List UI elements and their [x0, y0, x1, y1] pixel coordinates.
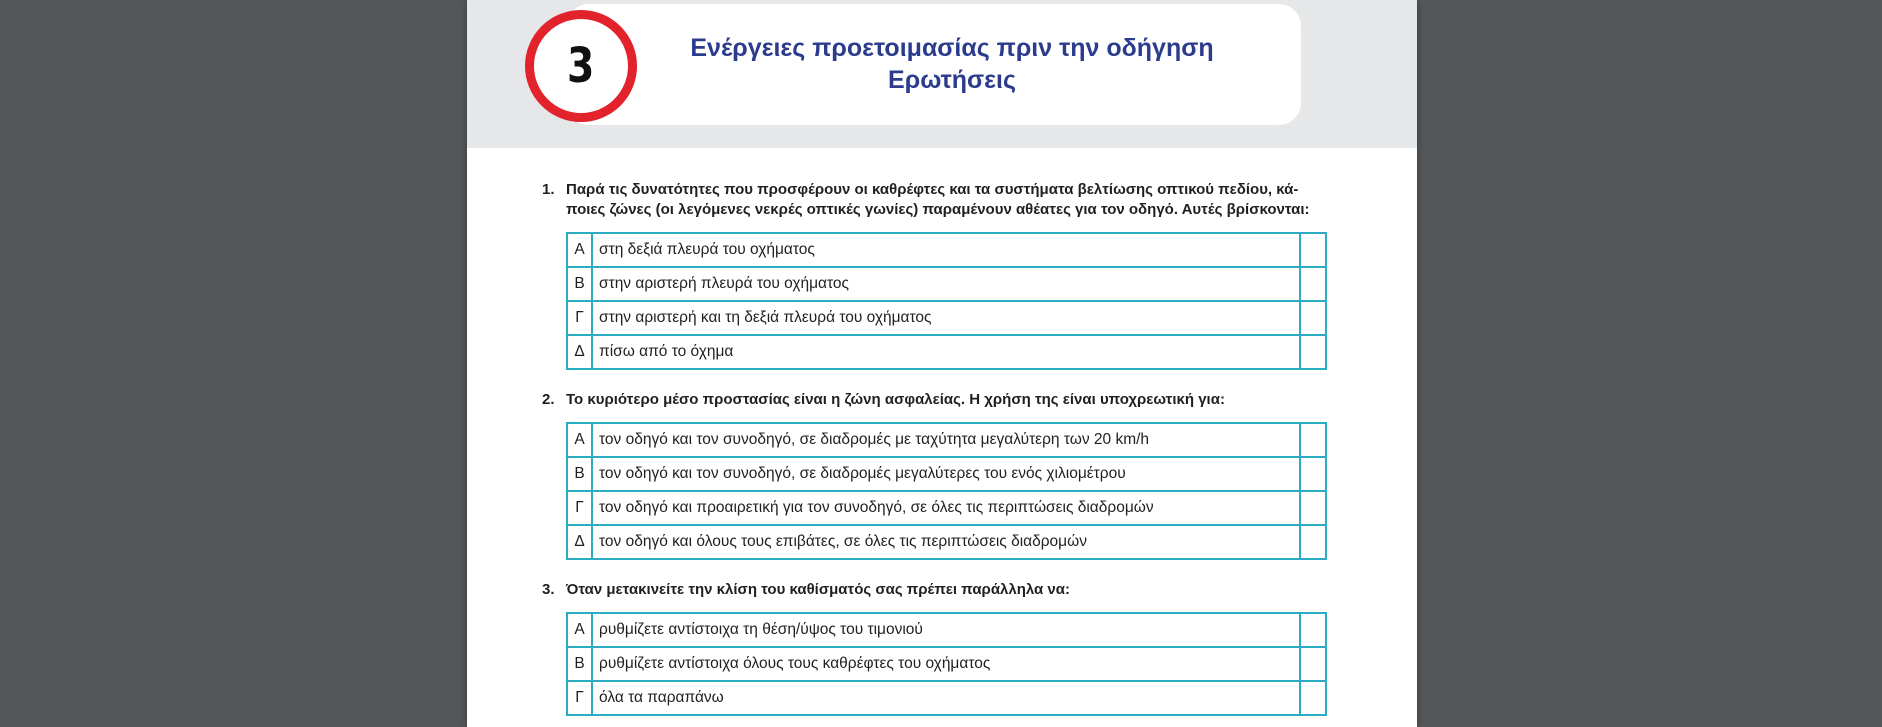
- option-letter: Γ: [567, 301, 592, 335]
- question-1: [542, 180, 1342, 370]
- option-text: στη δεξιά πλευρά του οχήματος: [592, 233, 1300, 267]
- question-number: 3.: [542, 581, 555, 598]
- question-header: [542, 180, 1342, 220]
- document-page: [467, 0, 1417, 727]
- question-2: [542, 390, 1342, 560]
- question-number: 1.: [542, 181, 555, 198]
- answer-checkbox[interactable]: [1300, 457, 1326, 491]
- option-text: τον οδηγό και τον συνοδηγό, σε διαδρομές με ταχύτητα μεγαλύτερη των 20 km/h: [592, 423, 1300, 457]
- answer-checkbox[interactable]: [1300, 233, 1326, 267]
- page-title: [657, 32, 1247, 96]
- answer-table: [566, 612, 1327, 716]
- question-text-line-2: ποιες ζώνες (οι λεγόμενες νεκρές οπτικές γωνίες) παραμένουν αθέατες για τον οδηγό. Αυτές βρίσκονται:: [566, 201, 1310, 218]
- answer-row: [567, 613, 1326, 647]
- answer-checkbox[interactable]: [1300, 681, 1326, 715]
- answer-row: [567, 647, 1326, 681]
- answer-table: [566, 232, 1327, 370]
- option-letter: Β: [567, 267, 592, 301]
- option-letter: Β: [567, 647, 592, 681]
- question-text: [566, 180, 1342, 220]
- answer-row: [567, 491, 1326, 525]
- option-text: τον οδηγό και όλους τους επιβάτες, σε όλες τις περιπτώσεις διαδρομών: [592, 525, 1300, 559]
- option-text: πίσω από το όχημα: [592, 335, 1300, 369]
- answer-row: [567, 681, 1326, 715]
- question-text-line-1: Παρά τις δυνατότητες που προσφέρουν οι καθρέφτες και τα συστήματα βελτίωσης οπτικού πεδίου, κά-: [566, 181, 1299, 198]
- option-letter: Α: [567, 613, 592, 647]
- option-text: τον οδηγό και τον συνοδηγό, σε διαδρομές μεγαλύτερες του ενός χιλιομέτρου: [592, 457, 1300, 491]
- answer-checkbox[interactable]: [1300, 267, 1326, 301]
- question-list: [542, 180, 1342, 716]
- option-letter: Δ: [567, 335, 592, 369]
- option-letter: Γ: [567, 681, 592, 715]
- option-letter: Γ: [567, 491, 592, 525]
- answer-checkbox[interactable]: [1300, 491, 1326, 525]
- option-letter: Α: [567, 233, 592, 267]
- chapter-header: [467, 0, 1417, 148]
- answer-row: [567, 335, 1326, 369]
- question-text: Όταν μετακινείτε την κλίση του καθίσματός σας πρέπει παράλληλα να:: [566, 581, 1070, 598]
- page-title-line-1: Ενέργειες προετοιμασίας πριν την οδήγηση: [690, 34, 1214, 62]
- answer-row: [567, 233, 1326, 267]
- answer-row: [567, 457, 1326, 491]
- question-header: [542, 580, 1342, 600]
- option-text: στην αριστερή πλευρά του οχήματος: [592, 267, 1300, 301]
- option-letter: Α: [567, 423, 592, 457]
- answer-row: [567, 525, 1326, 559]
- option-letter: Β: [567, 457, 592, 491]
- question-number: 2.: [542, 391, 555, 408]
- question-3: [542, 580, 1342, 716]
- answer-table: [566, 422, 1327, 560]
- answer-row: [567, 423, 1326, 457]
- option-text: στην αριστερή και τη δεξιά πλευρά του οχήματος: [592, 301, 1300, 335]
- answer-row: [567, 301, 1326, 335]
- answer-checkbox[interactable]: [1300, 525, 1326, 559]
- option-letter: Δ: [567, 525, 592, 559]
- question-header: [542, 390, 1342, 410]
- question-text: Το κυριότερο μέσο προστασίας είναι η ζώνη ασφαλείας. Η χρήση της είναι υποχρεωτική για:: [566, 391, 1225, 408]
- option-text: ρυθμίζετε αντίστοιχα τη θέση/ύψος του τιμονιού: [592, 613, 1300, 647]
- chapter-number: 3: [567, 38, 595, 94]
- answer-checkbox[interactable]: [1300, 613, 1326, 647]
- chapter-badge: [525, 10, 637, 122]
- answer-checkbox[interactable]: [1300, 301, 1326, 335]
- option-text: ρυθμίζετε αντίστοιχα όλους τους καθρέφτες του οχήματος: [592, 647, 1300, 681]
- page-title-line-2: Ερωτήσεις: [888, 66, 1016, 94]
- answer-checkbox[interactable]: [1300, 423, 1326, 457]
- answer-checkbox[interactable]: [1300, 647, 1326, 681]
- option-text: όλα τα παραπάνω: [592, 681, 1300, 715]
- option-text: τον οδηγό και προαιρετική για τον συνοδηγό, σε όλες τις περιπτώσεις διαδρομών: [592, 491, 1300, 525]
- answer-checkbox[interactable]: [1300, 335, 1326, 369]
- answer-row: [567, 267, 1326, 301]
